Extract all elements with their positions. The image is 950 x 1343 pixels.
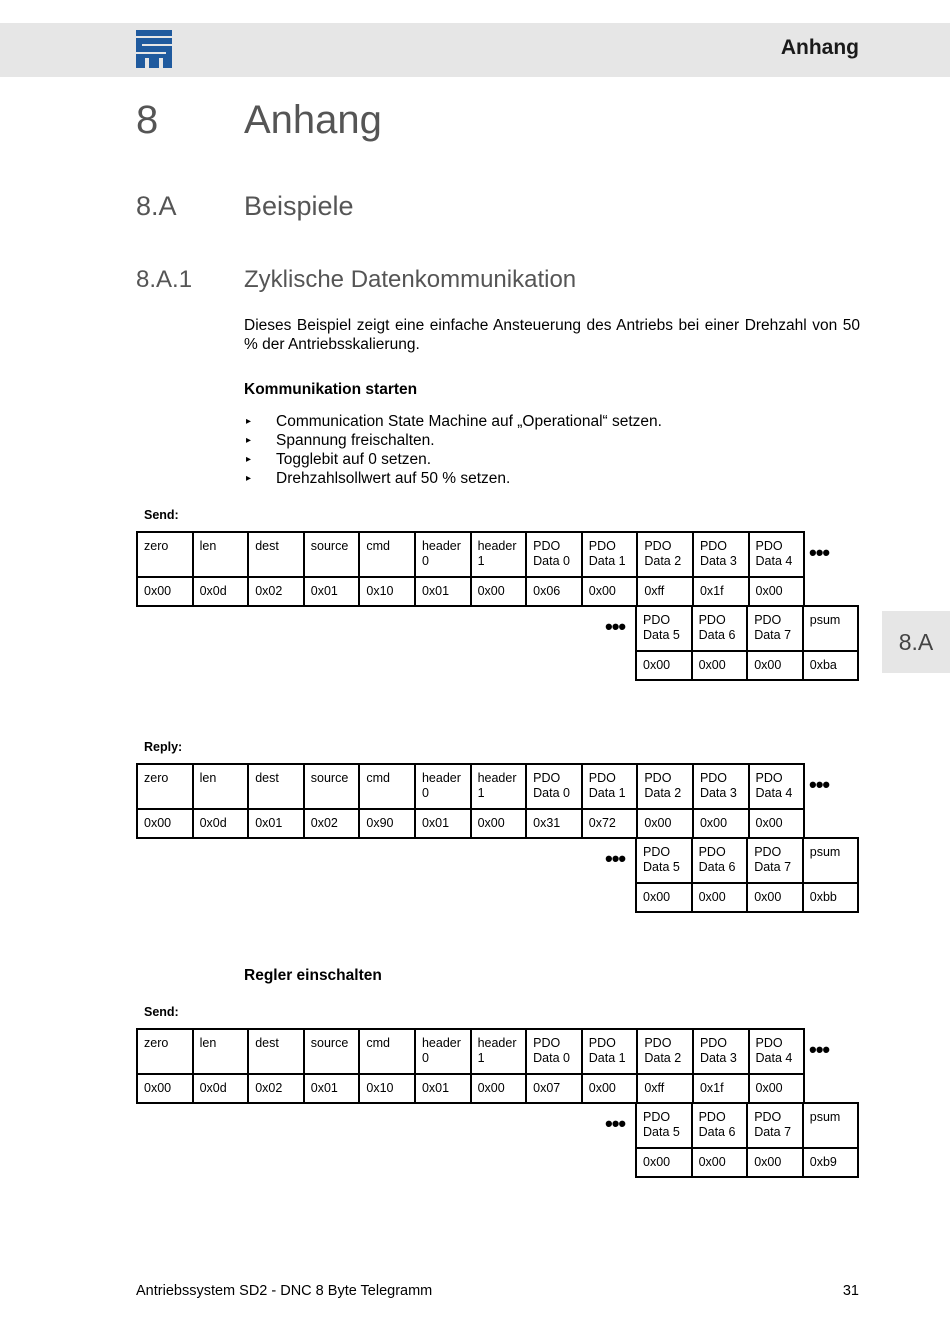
section-number: 8.A <box>136 191 177 221</box>
byte-value: 0x01 <box>415 1074 471 1103</box>
table-row <box>636 883 858 912</box>
byte-value: 0x00 <box>582 1074 638 1103</box>
column-header: psum <box>803 838 859 883</box>
header-title: Anhang <box>780 36 859 59</box>
table-header-row <box>636 838 858 883</box>
byte-value: 0x00 <box>137 577 193 606</box>
continuation-icon: ••• <box>605 846 626 871</box>
telegram-table <box>635 837 859 913</box>
section-title: Beispiele <box>244 191 354 221</box>
continuation-icon: ••• <box>809 772 830 797</box>
telegram-table <box>136 763 805 839</box>
column-header: cmd <box>359 1029 415 1074</box>
column-header: zero <box>137 1029 193 1074</box>
column-header: PDO Data 1 <box>582 532 638 577</box>
list-item: ▸ Drehzahlsollwert auf 50 % setzen. <box>246 470 511 487</box>
chapter-number: 8 <box>136 98 159 142</box>
continuation-icon: ••• <box>809 1037 830 1062</box>
telegram-table <box>635 605 859 681</box>
column-header: PDO Data 7 <box>747 606 803 651</box>
column-header: PDO Data 2 <box>637 532 693 577</box>
byte-value: 0x1f <box>693 1074 749 1103</box>
byte-value: 0x02 <box>248 577 304 606</box>
column-header: cmd <box>359 764 415 809</box>
column-header: len <box>193 532 249 577</box>
byte-value: 0x00 <box>749 1074 805 1103</box>
byte-value: 0x07 <box>526 1074 582 1103</box>
continuation-icon: ••• <box>809 540 830 565</box>
byte-value: 0x00 <box>582 577 638 606</box>
column-header: PDO Data 1 <box>582 1029 638 1074</box>
column-header: PDO Data 5 <box>636 838 692 883</box>
byte-value: 0x00 <box>637 809 693 838</box>
byte-value: 0x00 <box>749 577 805 606</box>
column-header: PDO Data 0 <box>526 1029 582 1074</box>
byte-value: 0x01 <box>304 1074 360 1103</box>
telegram-table <box>635 1102 859 1178</box>
column-header: zero <box>137 764 193 809</box>
subheading-kommunikation-starten: Kommunikation starten <box>244 381 418 398</box>
table-header-row <box>636 1103 858 1148</box>
bullet-marker: ▸ <box>246 435 252 446</box>
telegram-table <box>136 1028 805 1104</box>
list-item: ▸ Togglebit auf 0 setzen. <box>246 451 432 468</box>
table-row <box>137 809 804 838</box>
column-header: PDO Data 6 <box>692 606 748 651</box>
column-header: PDO Data 7 <box>747 838 803 883</box>
byte-value: 0x00 <box>692 651 748 680</box>
byte-value: 0xba <box>803 651 859 680</box>
continuation-icon: ••• <box>605 614 626 639</box>
column-header: len <box>193 764 249 809</box>
byte-value: 0x01 <box>248 809 304 838</box>
byte-value: 0x00 <box>747 883 803 912</box>
table-row <box>636 1148 858 1177</box>
column-header: cmd <box>359 532 415 577</box>
byte-value: 0x01 <box>415 809 471 838</box>
byte-value: 0x10 <box>359 1074 415 1103</box>
table-header-row <box>137 764 804 809</box>
subsection-title: Zyklische Datenkommunikation <box>244 266 577 293</box>
column-header: dest <box>248 532 304 577</box>
column-header: source <box>304 1029 360 1074</box>
column-header: PDO Data 3 <box>693 764 749 809</box>
byte-value: 0x00 <box>471 809 527 838</box>
company-logo <box>136 30 172 68</box>
byte-value: 0x02 <box>248 1074 304 1103</box>
column-header: PDO Data 7 <box>747 1103 803 1148</box>
telegram-label: Send: <box>144 1005 179 1019</box>
chapter-title: Anhang <box>244 98 382 142</box>
byte-value: 0x72 <box>582 809 638 838</box>
byte-value: 0x06 <box>526 577 582 606</box>
byte-value: 0x01 <box>304 577 360 606</box>
byte-value: 0x00 <box>137 809 193 838</box>
byte-value: 0x01 <box>415 577 471 606</box>
column-header: psum <box>803 606 859 651</box>
byte-value: 0x00 <box>747 651 803 680</box>
intro-paragraph: Dieses Beispiel zeigt eine einfache Ansteuerung des Antriebs bei einer Drehzahl von 50 % der Antriebsskalierung. <box>244 317 860 353</box>
list-item: ▸ Spannung freischalten. <box>246 432 435 449</box>
byte-value: 0x10 <box>359 577 415 606</box>
column-header: PDO Data 4 <box>749 764 805 809</box>
byte-value: 0xff <box>637 1074 693 1103</box>
column-header: source <box>304 532 360 577</box>
column-header: len <box>193 1029 249 1074</box>
table-header-row <box>636 606 858 651</box>
byte-value: 0x00 <box>692 1148 748 1177</box>
column-header: header 1 <box>471 532 527 577</box>
column-header: psum <box>803 1103 859 1148</box>
column-header: PDO Data 6 <box>692 1103 748 1148</box>
side-chapter-tab: 8.A <box>882 611 950 673</box>
bullet-list <box>244 412 662 488</box>
list-item: ▸ Communication State Machine auf „Operational“ setzen. <box>246 413 662 430</box>
telegram-label: Send: <box>144 508 179 522</box>
byte-value: 0x00 <box>693 809 749 838</box>
column-header: PDO Data 5 <box>636 1103 692 1148</box>
column-header: PDO Data 0 <box>526 532 582 577</box>
subheading-regler-einschalten: Regler einschalten <box>244 967 382 984</box>
telegram-label: Reply: <box>144 740 183 754</box>
column-header: PDO Data 0 <box>526 764 582 809</box>
byte-value: 0xb9 <box>803 1148 859 1177</box>
table-header-row <box>137 1029 804 1074</box>
table-row <box>137 577 804 606</box>
column-header: header 0 <box>415 1029 471 1074</box>
byte-value: 0x00 <box>471 577 527 606</box>
column-header: PDO Data 3 <box>693 532 749 577</box>
byte-value: 0x00 <box>636 883 692 912</box>
continuation-icon: ••• <box>605 1111 626 1136</box>
column-header: PDO Data 2 <box>637 764 693 809</box>
column-header: header 0 <box>415 764 471 809</box>
table-row <box>137 1074 804 1103</box>
page-number: 31 <box>842 1283 859 1299</box>
byte-value: 0x1f <box>693 577 749 606</box>
column-header: PDO Data 4 <box>749 1029 805 1074</box>
byte-value: 0x0d <box>193 809 249 838</box>
footer-document-title: Antriebssystem SD2 - DNC 8 Byte Telegramm <box>136 1283 433 1299</box>
byte-value: 0x00 <box>692 883 748 912</box>
byte-value: 0x00 <box>749 809 805 838</box>
byte-value: 0x00 <box>471 1074 527 1103</box>
byte-value: 0x0d <box>193 1074 249 1103</box>
table-header-row <box>137 532 804 577</box>
byte-value: 0x02 <box>304 809 360 838</box>
byte-value: 0x00 <box>137 1074 193 1103</box>
table-row <box>636 651 858 680</box>
column-header: PDO Data 6 <box>692 838 748 883</box>
byte-value: 0x00 <box>636 651 692 680</box>
column-header: PDO Data 1 <box>582 764 638 809</box>
byte-value: 0x00 <box>636 1148 692 1177</box>
byte-value: 0x0d <box>193 577 249 606</box>
byte-value: 0xbb <box>803 883 859 912</box>
column-header: PDO Data 2 <box>637 1029 693 1074</box>
column-header: source <box>304 764 360 809</box>
telegram-table <box>136 531 805 607</box>
bullet-marker: ▸ <box>246 473 252 484</box>
byte-value: 0x00 <box>747 1148 803 1177</box>
byte-value: 0xff <box>637 577 693 606</box>
byte-value: 0x31 <box>526 809 582 838</box>
column-header: dest <box>248 1029 304 1074</box>
byte-value: 0x90 <box>359 809 415 838</box>
column-header: zero <box>137 532 193 577</box>
subsection-number: 8.A.1 <box>136 266 193 293</box>
column-header: header 1 <box>471 764 527 809</box>
column-header: PDO Data 5 <box>636 606 692 651</box>
bullet-marker: ▸ <box>246 454 252 465</box>
column-header: PDO Data 3 <box>693 1029 749 1074</box>
column-header: PDO Data 4 <box>749 532 805 577</box>
column-header: header 0 <box>415 532 471 577</box>
column-header: header 1 <box>471 1029 527 1074</box>
bullet-marker: ▸ <box>246 416 252 427</box>
column-header: dest <box>248 764 304 809</box>
